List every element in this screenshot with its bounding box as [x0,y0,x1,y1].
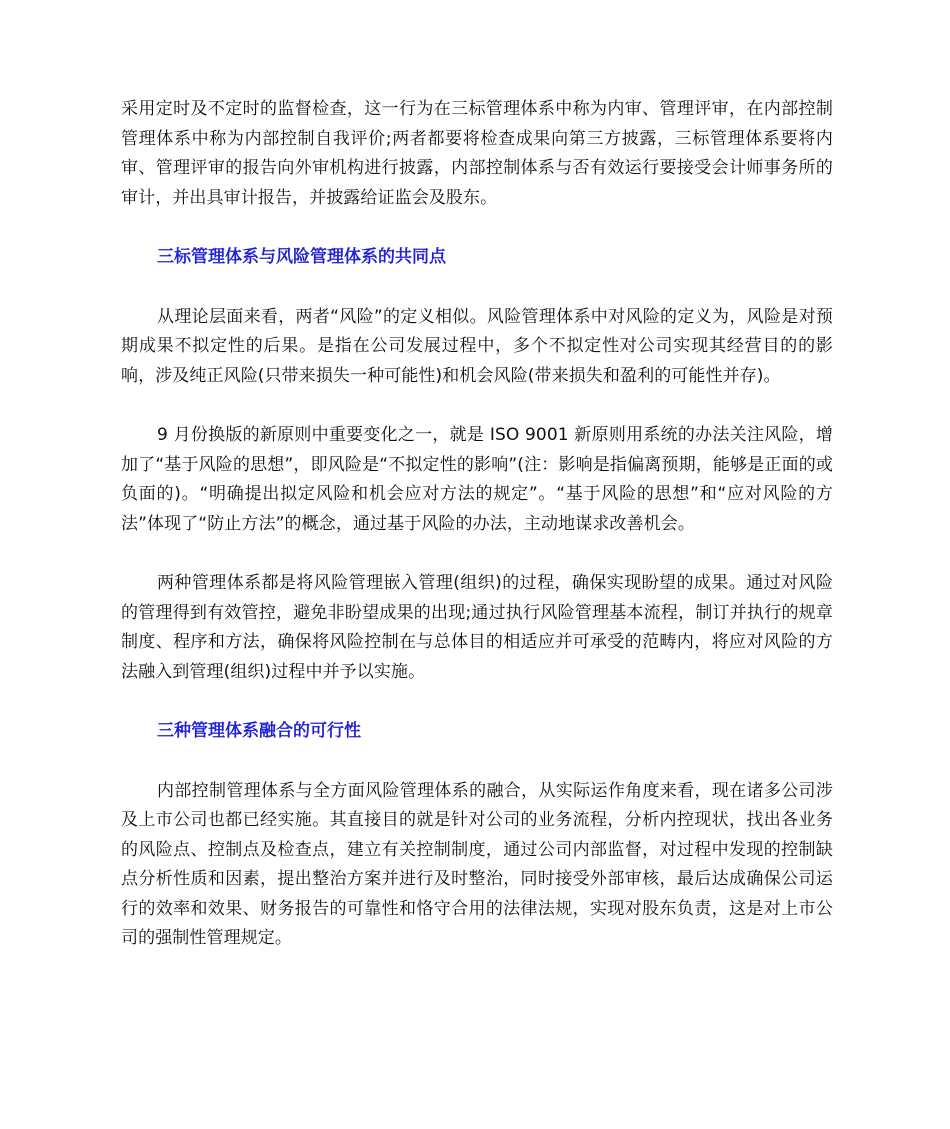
paragraph-supervision-review: 采用定时及不定时的监督检查，这一行为在三标管理体系中称为内审、管理评审，在内部控制管理体系中称为内部控制自我评价;两者都要将检查成果向第三方披露，三标管理体系要将内审、管理评审的报告向外审机构进行披露，内部控制体系与否有效运行要接受会计师事务所的审计，并出具审计报告，并披露给证监会及股东。 [121,99,833,208]
spacer [121,687,833,717]
section-heading-common-points: 三标管理体系与风险管理体系的共同点 [157,247,446,267]
paragraph-risk-embedding: 两种管理体系都是将风险管理嵌入管理(组织)的过程，确保实现盼望的成果。通过对风险的管理得到有效管控，避免非盼望成果的出现;通过执行风险管理基本流程，制订并执行的规章制度、程序和方法，确保将风险控制在与总体目的相适应并可承受的范畴内，将应对风险的方法融入到管理(组织)过程中并予以实施。 [121,573,833,682]
document-page [121,95,833,954]
section-heading-feasibility: 三种管理体系融合的可行性 [157,721,361,741]
spacer [121,539,833,569]
paragraph-iso-9001-changes: 9 月份换版的新原则中重要变化之一，就是 ISO 9001 新原则用系统的办法关注风险，增加了“基于风险的思想”，即风险是“不拟定性的影响”(注：影响是指偏离预期，能够是正面的或负面的)。“明确提出拟定风险和机会应对方法的规定”。“基于风险的思想”和“应对风险的方法”体现了“防止方法”的概念，通过基于风险的办法，主动地谋求改善机会。 [121,425,833,534]
paragraph-risk-definition: 从理论层面来看，两者“风险”的定义相似。风险管理体系中对风险的定义为，风险是对预期成果不拟定性的后果。是指在公司发展过程中，多个不拟定性对公司实现其经营目的的影响，涉及纯正风险(只带来损失一种可能性)和机会风险(带来损失和盈利的可能性并存)。 [121,306,833,386]
spacer [121,213,833,243]
paragraph-system-integration: 内部控制管理体系与全方面风险管理体系的融合，从实际运作角度来看，现在诸多公司涉及上市公司也都已经实施。其直接目的就是针对公司的业务流程，分析内控现状，找出各业务的风险点、控制点及检查点，建立有关控制制度，通过公司内部监督，对过程中发现的控制缺点分析性质和因素，提出整治方案并进行及时整治，同时接受外部审核，最后达成确保公司运行的效率和效果、财务报告的可靠性和恪守合用的法律法规，实现对股东负责，这是对上市公司的强制性管理规定。 [121,780,833,948]
spacer [121,273,833,303]
spacer [121,391,833,421]
spacer [121,747,833,777]
